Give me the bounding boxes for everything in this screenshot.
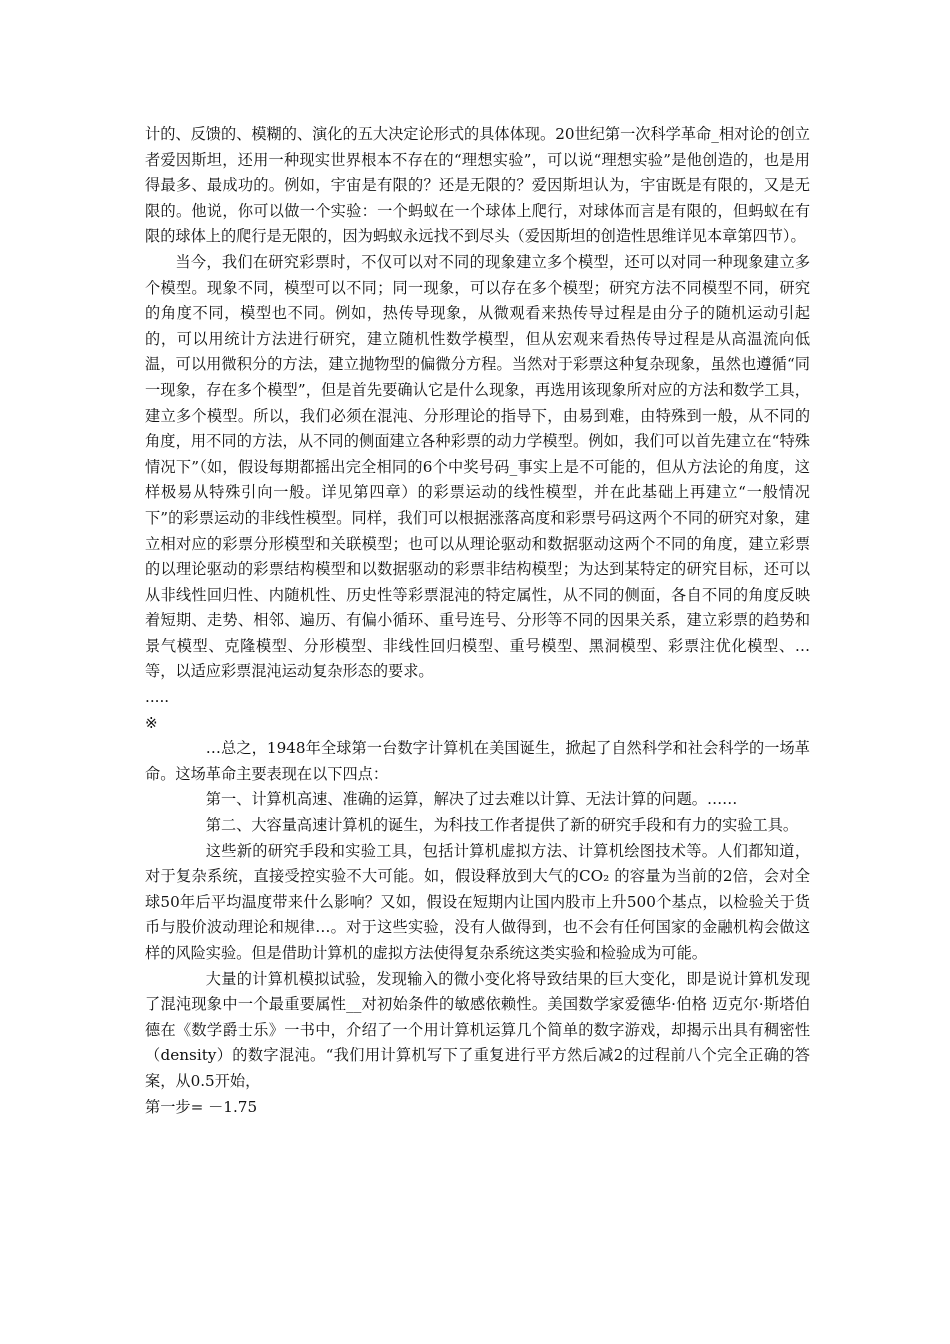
first-step-line: 第一步= －1.75 (145, 1097, 258, 1116)
ellipsis-line: ..... (145, 688, 170, 707)
paragraph-chaos-simulation: 大量的计算机模拟试验，发现输入的微小变化将导致结果的巨大变化，即是说计算机发现了混沌现象中一个最重要属性__对初始条件的敏感依赖性。美国数学家爱德华·伯格 迈克尔·斯塔伯德在《数学爵士乐》一书中，介绍了一个用计算机运算几个简单的数字游戏，却揭示出具有稠密性（density）的数字混沌。“我们用计算机写下了重复进行平方然后减2的过程前八个完全正确的答案，从0.5开始， (145, 969, 810, 1090)
paragraph-virtual-methods: 这些新的研究手段和实验工具，包括计算机虚拟方法、计算机绘图技术等。人们都知道，对于复杂系统，直接受控实验不大可能。如，假设释放到大气的CO₂ 的容量为当前的2倍，会对全球50年后平均温度带来什么影响？又如，假设在短期内让国内股市上升500个基点，以检验关于货币与股价波动理论和规律…。对于这些实验，没有人做得到，也不会有任何国家的金融机构会做这样的风险实验。但是借助计算机的虚拟方法使得复杂系统这类实验和检验成为可能。 (145, 841, 810, 962)
paragraph-point-one: 第一、计算机高速、准确的运算，解决了过去难以计算、无法计算的问题。…… (205, 790, 738, 809)
document-page (145, 122, 810, 1120)
reference-mark: ※ (145, 713, 158, 732)
paragraph-computer-revolution: …总之，1948年全球第一台数字计算机在美国诞生，掀起了自然科学和社会科学的一场革命。这场革命主要表现在以下四点： (145, 739, 810, 783)
paragraph-einstein: 计的、反馈的、模糊的、演化的五大决定论形式的具体体现。20世纪第一次科学革命_相对论的创立者爱因斯坦，还用一种现实世界根本不存在的“理想实验”，可以说“理想实验”是他创造的，也是用得最多、最成功的。例如，宇宙是有限的？还是无限的？爱因斯坦认为，宇宙既是有限的，又是无限的。他说，你可以做一个实验：一个蚂蚁在一个球体上爬行，对球体而言是有限的，但蚂蚁在有限的球体上的爬行是无限的，因为蚂蚁永远找不到尽头（爱因斯坦的创造性思维详见本章第四节）。 (145, 125, 810, 246)
paragraph-point-two: 第二、大容量高速计算机的诞生，为科技工作者提供了新的研究手段和有力的实验工具。 (205, 816, 799, 835)
paragraph-lottery-models: 当今，我们在研究彩票时，不仅可以对不同的现象建立多个模型，还可以对同一种现象建立多个模型。现象不同，模型可以不同；同一现象，可以存在多个模型；研究方法不同模型不同，研究的角度不同，模型也不同。例如，热传导现象，从微观看来热传导过程是由分子的随机运动引起的，可以用统计方法进行研究，建立随机性数学模型，但从宏观来看热传导过程是从高温流向低温，可以用微积分的方法，建立抛物型的偏微分方程。当然对于彩票这种复杂现象，虽然也遵循“同一现象，存在多个模型”，但是首先要确认它是什么现象，再选用该现象所对应的方法和数学工具，建立多个模型。所以，我们必须在混沌、分形理论的指导下，由易到难，由特殊到一般，从不同的角度，用不同的方法，从不同的侧面建立各种彩票的动力学模型。例如，我们可以首先建立在“特殊情况下”（如，假设每期都摇出完全相同的6个中奖号码_事实上是不可能的，但从方法论的角度，这样极易从特殊引向一般。详见第四章）的彩票运动的线性模型，并在此基础上再建立“一般情况下”的彩票运动的非线性模型。同样，我们可以根据涨落高度和彩票号码这两个不同的研究对象，建立相对应的彩票分形模型和关联模型；也可以从理论驱动和数据驱动这两个不同的角度，建立彩票的以理论驱动的彩票结构模型和以数据驱动的彩票非结构模型；为达到某特定的研究目标，还可以从非线性回归性、内随机性、历史性等彩票混沌的特定属性，从不同的侧面，各自不同的角度反映着短期、走势、相邻、遍历、有偏小循环、重号连号、分形等不同的因果关系，建立彩票的趋势和景气模型、克隆模型、分形模型、非线性回归模型、重号模型、黑洞模型、彩票注优化模型、…等，以适应彩票混沌运动复杂形态的要求。 (145, 252, 810, 681)
